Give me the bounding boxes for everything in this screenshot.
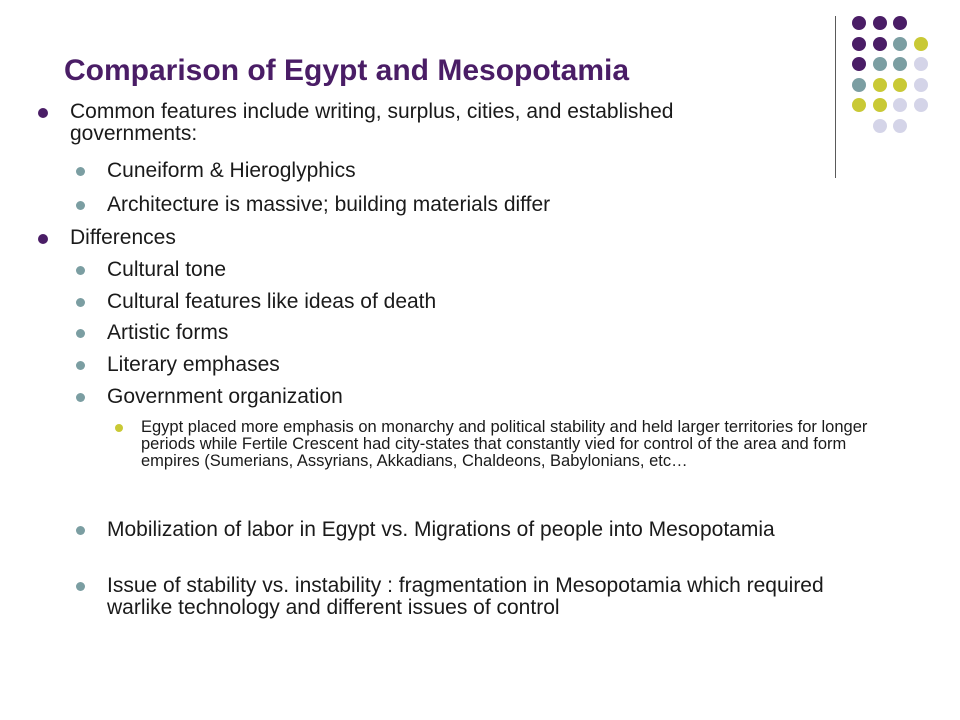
decorative-dot xyxy=(893,119,907,133)
bullet-dot-icon xyxy=(115,424,123,432)
bullet-text: Literary emphases xyxy=(107,353,280,376)
bullet-dot-icon xyxy=(76,361,85,370)
bullet-item-level-3 xyxy=(141,419,893,470)
bullet-dot-icon xyxy=(76,298,85,307)
decorative-dot xyxy=(852,37,866,51)
decorative-dot xyxy=(852,98,866,112)
bullet-item-level-2 xyxy=(107,519,807,541)
title-divider-line xyxy=(835,16,836,178)
bullet-item-level-2 xyxy=(107,322,807,344)
bullet-text: Mobilization of labor in Egypt vs. Migrations of people into Mesopotamia xyxy=(107,518,775,541)
decorative-dot xyxy=(873,98,887,112)
decorative-dot xyxy=(914,98,928,112)
bullet-text: Cultural features like ideas of death xyxy=(107,290,437,313)
decorative-dot xyxy=(873,16,887,30)
bullet-dot-icon xyxy=(76,167,85,176)
bullet-text: Government organization xyxy=(107,385,343,408)
bullet-dot-icon xyxy=(38,234,48,244)
slide-title: Comparison of Egypt and Mesopotamia xyxy=(64,54,630,87)
bullet-item-level-2 xyxy=(107,575,887,619)
bullet-item-level-2 xyxy=(107,354,807,376)
bullet-item-level-2 xyxy=(107,160,807,182)
decorative-dot xyxy=(914,78,928,92)
bullet-text: Artistic forms xyxy=(107,321,229,344)
bullet-text: Architecture is massive; building materials differ xyxy=(107,193,551,216)
bullet-text: Common features include writing, surplus, cities, and established governments: xyxy=(70,100,674,145)
bullet-dot-icon xyxy=(76,526,85,535)
bullet-item-level-1 xyxy=(70,101,790,145)
bullet-text: Egypt placed more emphasis on monarchy and political stability and held larger territories for longer periods while Fertile Crescent had city-states that constantly vied for control of the area and form empires (Sumerians, Assyrians, Akkadians, Chaldeons, Babylonians, etc… xyxy=(141,418,868,470)
bullet-dot-icon xyxy=(38,108,48,118)
bullet-dot-icon xyxy=(76,329,85,338)
decorative-dot xyxy=(873,37,887,51)
bullet-dot-icon xyxy=(76,266,85,275)
decorative-dot xyxy=(873,119,887,133)
bullet-item-level-1 xyxy=(70,227,790,249)
bullet-text: Cuneiform & Hieroglyphics xyxy=(107,159,356,182)
decorative-dot xyxy=(914,57,928,71)
decorative-dot xyxy=(852,57,866,71)
bullet-item-level-2 xyxy=(107,291,807,313)
decorative-dot xyxy=(893,16,907,30)
decorative-dot xyxy=(914,37,928,51)
decorative-dot xyxy=(893,78,907,92)
bullet-dot-icon xyxy=(76,201,85,210)
bullet-text: Issue of stability vs. instability : fragmentation in Mesopotamia which required warlike technology and different issues of control xyxy=(107,574,824,619)
decorative-dot xyxy=(852,78,866,92)
decorative-dot xyxy=(893,98,907,112)
bullet-item-level-2 xyxy=(107,194,807,216)
bullet-text: Cultural tone xyxy=(107,258,227,281)
bullet-item-level-2 xyxy=(107,386,807,408)
decorative-dot xyxy=(873,78,887,92)
bullet-dot-icon xyxy=(76,582,85,591)
bullet-text: Differences xyxy=(70,226,176,249)
decorative-dot xyxy=(873,57,887,71)
bullet-item-level-2 xyxy=(107,259,807,281)
decorative-dot xyxy=(852,16,866,30)
bullet-dot-icon xyxy=(76,393,85,402)
decorative-dot xyxy=(893,37,907,51)
decorative-dot xyxy=(893,57,907,71)
